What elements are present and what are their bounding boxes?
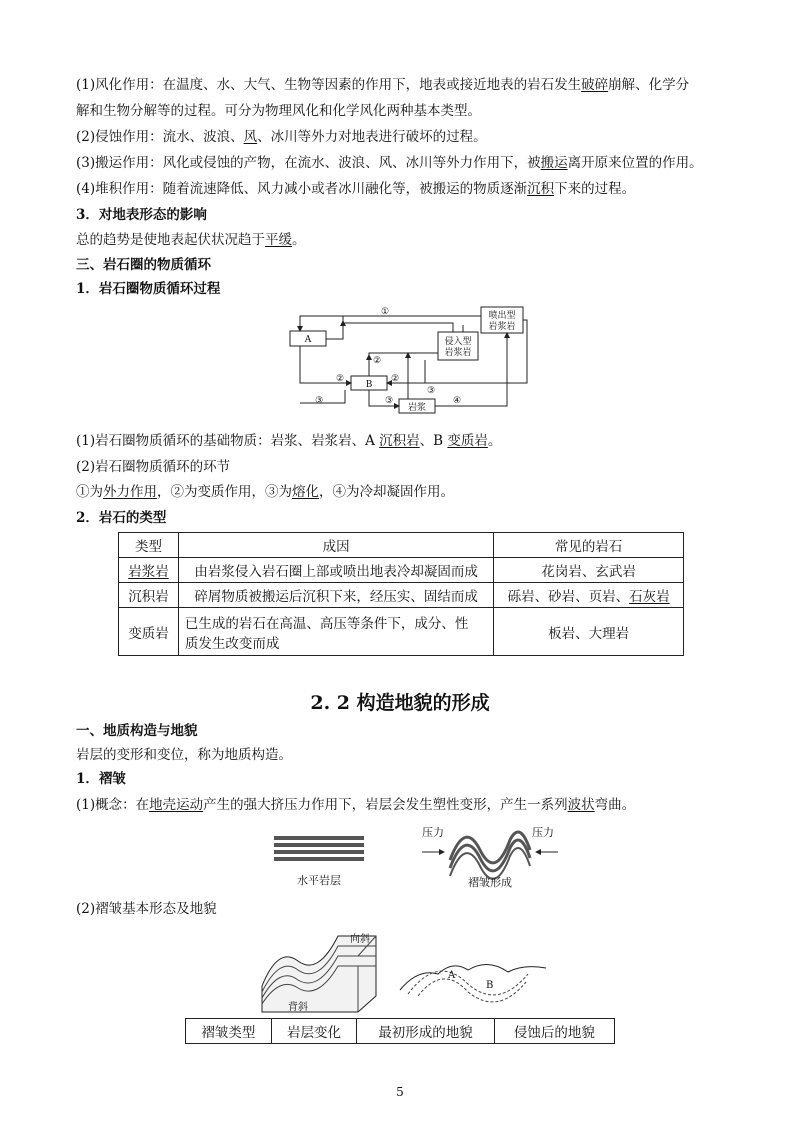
label-extrusive-1: 喷出型 <box>488 311 516 321</box>
table-header: 最初形成的地貌 <box>357 1019 494 1044</box>
table-header-row <box>186 1019 615 1044</box>
paragraph-fold-concept <box>76 796 635 814</box>
text: (1)概念：在 <box>76 797 150 813</box>
heading-rock-cycle: 三、岩石圈的物质循环 <box>76 257 211 273</box>
table-cell: 岩浆岩 <box>119 558 179 583</box>
text: 质发生改变而成 <box>184 635 280 652</box>
pressure-label-right: 压力 <box>532 826 554 839</box>
text: 、B <box>419 433 448 449</box>
table-header: 褶皱类型 <box>186 1019 272 1044</box>
text: 、冰川等外力对地表进行破坏的过程。 <box>257 129 487 145</box>
anticline-label: 背斜 <box>288 1002 308 1013</box>
paragraph-impact <box>76 231 306 249</box>
table-row <box>119 558 684 583</box>
fold-table <box>185 1018 615 1044</box>
fold-block-figure <box>258 926 386 1016</box>
label-extrusive-2: 岩浆岩 <box>488 322 516 332</box>
table-cell: 由岩浆侵入岩石圈上部或喷出地表冷却凝固而成 <box>178 558 493 583</box>
answer-blank: 熔化 <box>292 484 319 500</box>
table-cell: 变质岩 <box>119 608 179 656</box>
text: 。 <box>487 433 502 449</box>
text: ①为 <box>76 484 103 500</box>
table-header: 常见的岩石 <box>494 533 684 558</box>
rock-cycle-diagram <box>285 303 530 421</box>
text: (1)风化作用：在温度、水、大气、生物等因素的作用下，地表或接近地表的岩石发生 <box>76 77 582 93</box>
table-row <box>119 608 684 656</box>
label-step-2b: ② <box>335 374 345 384</box>
answer-blank: 沉积岩 <box>379 433 420 449</box>
section-title: 2. 2 构造地貌的形成 <box>310 692 490 714</box>
table-row <box>119 583 684 608</box>
paragraph-cycle-steps <box>76 483 454 501</box>
table-cell <box>178 608 493 656</box>
text: 已生成的岩石在高温、高压等条件下，成分、性 <box>184 615 469 632</box>
text: 总的趋势是使地表起伏状况趋于 <box>76 232 265 248</box>
table-cell: 板岩、大理岩 <box>494 608 684 656</box>
heading-geo-structure: 一、地质构造与地貌 <box>76 723 198 739</box>
label-b: B <box>486 980 494 991</box>
label-step-4: ④ <box>452 396 462 406</box>
figure-label: 水平岩层 <box>297 874 341 887</box>
table-header-row <box>119 533 684 558</box>
text: 砾岩、砂岩、页岩、 <box>507 589 630 605</box>
label-step-2c: ② <box>390 374 400 384</box>
label-a: A <box>448 970 456 981</box>
answer-blank: 破碎 <box>581 77 609 93</box>
table-cell: 沉积岩 <box>119 583 179 608</box>
text: 崩解、化学分 <box>608 77 690 93</box>
text: 离开原来位置的作用。 <box>567 155 703 171</box>
answer-blank: 沉积 <box>527 181 555 197</box>
text: 。 <box>292 232 306 248</box>
text: ，②为变质作用，③为 <box>157 484 292 500</box>
syncline-label: 向斜 <box>350 934 370 945</box>
page-number: 5 <box>396 1085 404 1099</box>
label-intrusive-2: 岩浆岩 <box>444 348 472 358</box>
paragraph-weathering <box>76 76 689 94</box>
label-step-3c: ③ <box>426 386 436 396</box>
table-header: 侵蚀后的地貌 <box>494 1019 614 1044</box>
heading-rock-types: 2．岩石的类型 <box>76 510 167 526</box>
answer-blank: 波状 <box>567 797 595 813</box>
text: ，④为冷却凝固作用。 <box>319 484 454 500</box>
table-header: 类型 <box>119 533 179 558</box>
answer-blank: 石灰岩 <box>629 589 670 605</box>
answer-blank: 变质岩 <box>447 433 488 449</box>
heading-impact: 3．对地表形态的影响 <box>76 207 207 223</box>
label-intrusive-1: 侵入型 <box>444 337 472 347</box>
label-step-3b: ③ <box>384 396 394 406</box>
paragraph-weathering-cont: 解和生物分解等的过程。可分为物理风化和化学风化两种基本类型。 <box>76 103 481 119</box>
answer-blank: 外力作用 <box>103 484 157 500</box>
table-header: 岩层变化 <box>271 1019 357 1044</box>
table-cell <box>494 583 684 608</box>
paragraph-transport <box>76 154 703 172</box>
text: (3)搬运作用：风化或侵蚀的产物，在流水、波浪、风、冰川等外力作用下，被 <box>76 155 541 171</box>
table-cell: 碎屑物质被搬运后沉积下来，经压实、固结而成 <box>178 583 493 608</box>
figure-label: 褶皱形成 <box>468 876 512 889</box>
answer-blank: 平缓 <box>265 232 292 248</box>
text: 下来的过程。 <box>554 181 636 197</box>
fold-formation-figure <box>420 820 560 890</box>
label-b: B <box>365 380 373 390</box>
paragraph-fold-forms: (2)褶皱基本形态及地貌 <box>76 901 217 917</box>
answer-blank: 风 <box>243 129 258 145</box>
rock-types-table <box>118 532 684 656</box>
text: 产生的强大挤压力作用下，岩层会发生塑性变形，产生一系列 <box>203 797 568 813</box>
eroded-fold-figure <box>398 950 548 1010</box>
heading-cycle-process: 1．岩石圈物质循环过程 <box>76 281 221 297</box>
text: (2)侵蚀作用：流水、波浪、 <box>76 129 244 145</box>
paragraph-erosion <box>76 128 487 146</box>
table-cell: 花岗岩、玄武岩 <box>494 558 684 583</box>
table-header: 成因 <box>178 533 493 558</box>
pressure-label-left: 压力 <box>422 826 444 839</box>
label-step-2: ② <box>372 356 382 366</box>
paragraph-deposition <box>76 180 635 198</box>
answer-blank: 搬运 <box>540 155 568 171</box>
label-magma: 岩浆 <box>407 403 427 413</box>
text: 弯曲。 <box>594 797 636 813</box>
text: (4)堆积作用：随着流速降低、风力减小或者冰川融化等，被搬运的物质逐渐 <box>76 181 528 197</box>
paragraph-cycle-links: (2)岩石圈物质循环的环节 <box>76 459 231 475</box>
answer-blank: 地壳运动 <box>149 797 204 813</box>
label-step-1: ① <box>380 307 390 317</box>
label-a: A <box>304 335 312 345</box>
horizontal-strata-figure <box>270 834 370 888</box>
paragraph-cycle-basics <box>76 432 501 450</box>
label-step-3: ③ <box>314 396 324 406</box>
paragraph-geo-structure: 岩层的变形和变位，称为地质构造。 <box>76 747 292 763</box>
text: (1)岩石圈物质循环的基础物质：岩浆、岩浆岩、A <box>76 433 380 449</box>
heading-fold: 1．褶皱 <box>76 771 126 787</box>
